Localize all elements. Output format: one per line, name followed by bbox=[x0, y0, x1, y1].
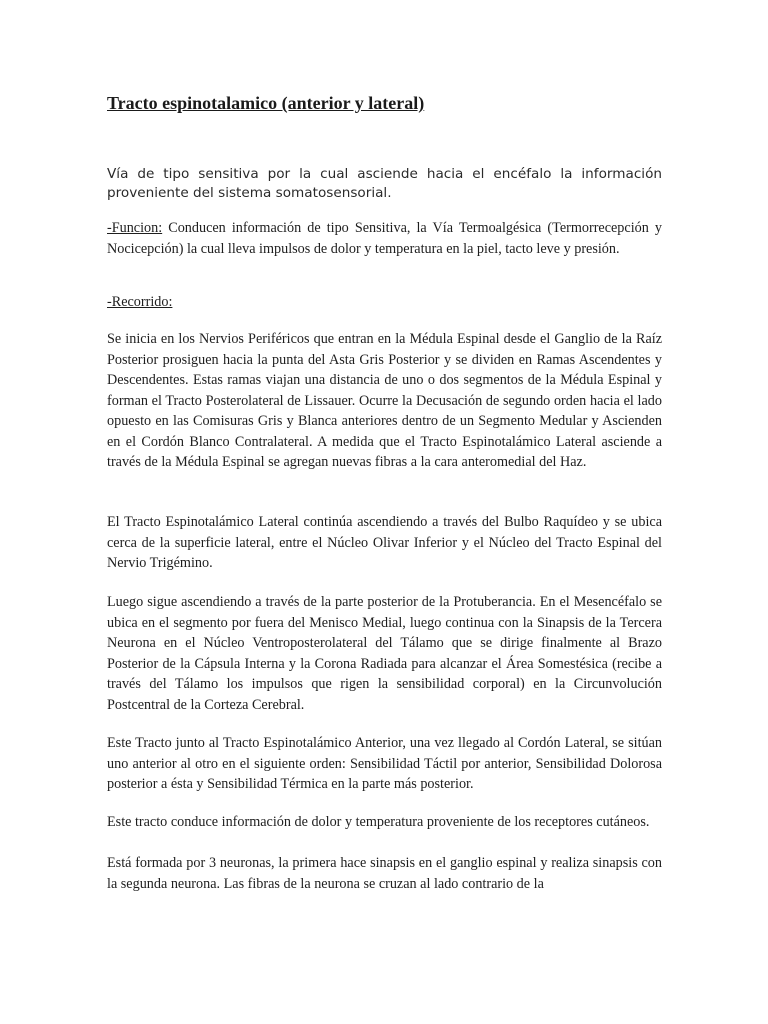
funcion-label: -Funcion: bbox=[107, 220, 163, 236]
body-paragraph-5: Este tracto conduce información de dolor y temperatura proveniente de los receptores cutáneos. bbox=[107, 814, 650, 830]
document-title: Tracto espinotalamico (anterior y lateral) bbox=[107, 93, 425, 113]
intro-paragraph: Vía de tipo sensitiva por la cual asciende hacia el encéfalo la información proveniente del sistema somatosensorial. bbox=[107, 166, 662, 201]
funcion-paragraph bbox=[107, 218, 662, 259]
body-paragraph-1: Se inicia en los Nervios Periféricos que entran en la Médula Espinal desde el Ganglio de la Raíz Posterior prosiguen hacia la punta del Asta Gris Posterior y se dividen en Ramas Ascendentes y Descendentes. Estas ramas viajan una distancia de uno o dos segmentos de la Médula Espinal y forman el Tracto Posterolateral de Lissauer. Ocurre la Decusación de segundo orden hacia el lado opuesto en las Comisuras Gris y Blanca anteriores dentro de un Segmento Medular y Ascienden en el Cordón Blanco Contralateral. A medida que el Tracto Espinotalámico Lateral asciende a través de la Médula Espinal se agregan nuevas fibras a la cara anteromedial del Haz. bbox=[107, 331, 662, 470]
body-paragraph-6: Está formada por 3 neuronas, la primera hace sinapsis en el ganglio espinal y realiza sinapsis con la segunda neurona. Las fibras de la neurona se cruzan al lado contrario de la bbox=[107, 855, 662, 892]
recorrido-label: -Recorrido: bbox=[107, 294, 173, 310]
recorrido-heading bbox=[107, 292, 662, 313]
body-paragraph-3: Luego sigue ascendiendo a través de la parte posterior de la Protuberancia. En el Mesencéfalo se ubica en el segmento por fuera del Menisco Medial, luego continua con la Sinapsis de la Tercera Neurona en el Núcleo Ventroposterolateral del Tálamo que se dirige finalmente al Brazo Posterior de la Cápsula Interna y la Corona Radiada para alcanzar el Área Somestésica (recibe a través del Tálamo los impulsos que rigen la sensibilidad corporal) en la Circunvolución Postcentral de la Corteza Cerebral. bbox=[107, 594, 662, 713]
body-paragraph-2: El Tracto Espinotalámico Lateral continúa ascendiendo a través del Bulbo Raquídeo y se ubica cerca de la superficie lateral, entre el Núcleo Olivar Inferior y el Núcleo del Tracto Espinal del Nervio Trigémino. bbox=[107, 514, 662, 571]
funcion-text: Conducen información de tipo Sensitiva, la Vía Termoalgésica (Termorrecepción y Nocicepción) la cual lleva impulsos de dolor y temperatura en la piel, tacto leve y presión. bbox=[107, 220, 662, 257]
body-paragraph-4: Este Tracto junto al Tracto Espinotalámico Anterior, una vez llegado al Cordón Lateral, se sitúan uno anterior al otro en el siguiente orden: Sensibilidad Táctil por anterior, Sensibilidad Dolorosa posterior a ésta y Sensibilidad Térmica en la parte más posterior. bbox=[107, 735, 662, 792]
